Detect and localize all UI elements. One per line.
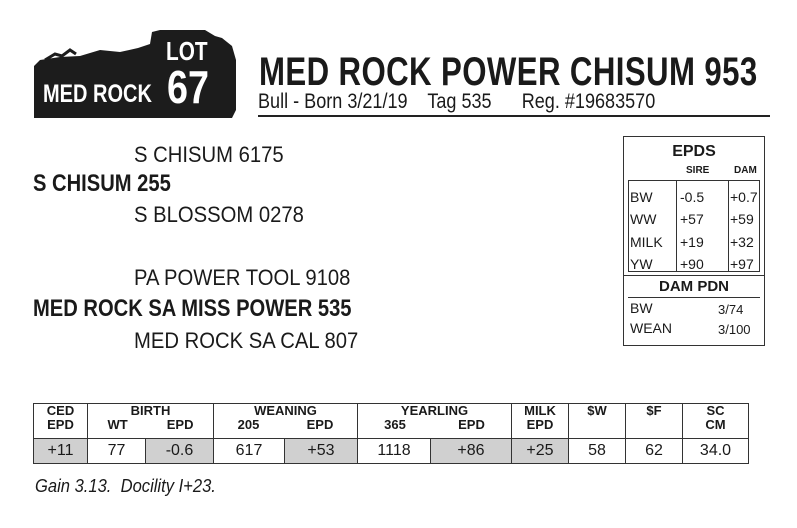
pedigree-dam-sire: PA POWER TOOL 9108 [134,265,351,290]
animal-info-line: Bull - Born 3/21/19 Tag 535 Reg. #19683570 [258,90,656,113]
col-sf: $F [626,404,683,439]
birth-epd-value: -0.6 [146,439,214,464]
lot-word: LOT [166,36,208,66]
epds-divider [728,181,729,271]
wean-epd-value: +53 [285,439,358,464]
pedigree-sire-sire: S CHISUM 6175 [134,142,284,167]
dam-pdn-rule [628,297,760,298]
epds-divider [676,181,677,271]
dam-pdn-title: DAM PDN [659,278,729,295]
year-365-value: 1118 [358,439,431,464]
pedigree-dam-dam: MED ROCK SA CAL 807 [134,328,359,353]
performance-value-row [34,439,749,464]
epds-col-sire: SIRE [686,165,710,176]
col-ced: CED EPD [34,404,88,439]
lot-number: 67 [167,61,209,113]
col-sw: $W [569,404,626,439]
col-sc: SC CM [683,404,749,439]
epds-col-dam: DAM [734,165,757,176]
pedigree-dam: MED ROCK SA MISS POWER 535 [33,295,352,322]
col-birth: BIRTH WT EPD [88,404,214,439]
col-weaning: WEANING 205 EPD [214,404,358,439]
footnote: Gain 3.13. Docility I+23. [35,476,216,496]
title-divider [258,115,770,117]
performance-table [33,403,749,464]
pedigree-sire-dam: S BLOSSOM 0278 [134,202,304,227]
logo-brand: MED ROCK [43,80,152,108]
sf-value: 62 [626,439,683,464]
year-epd-value: +86 [431,439,512,464]
epds-title: EPDS [672,143,716,160]
col-milk: MILK EPD [512,404,569,439]
wean-205-value: 617 [214,439,285,464]
ced-value: +11 [34,439,88,464]
sc-value: 34.0 [683,439,749,464]
sw-value: 58 [569,439,626,464]
pedigree-sire: S CHISUM 255 [33,170,171,197]
birth-wt-value: 77 [88,439,146,464]
epd-box: EPDS SIRE DAM BW -0.5 +0.7 WW +57 +59 MILK +19 +32 YW +90 +97 DAM PDN BW 3/74 WEAN 3/100 [623,136,765,346]
performance-header-row [34,404,749,439]
col-yearling: YEARLING 365 EPD [358,404,512,439]
epd-section-divider [624,275,764,276]
lot-logo [0,0,260,125]
animal-name-title: MED ROCK POWER CHISUM 953 [259,50,758,94]
milk-value: +25 [512,439,569,464]
